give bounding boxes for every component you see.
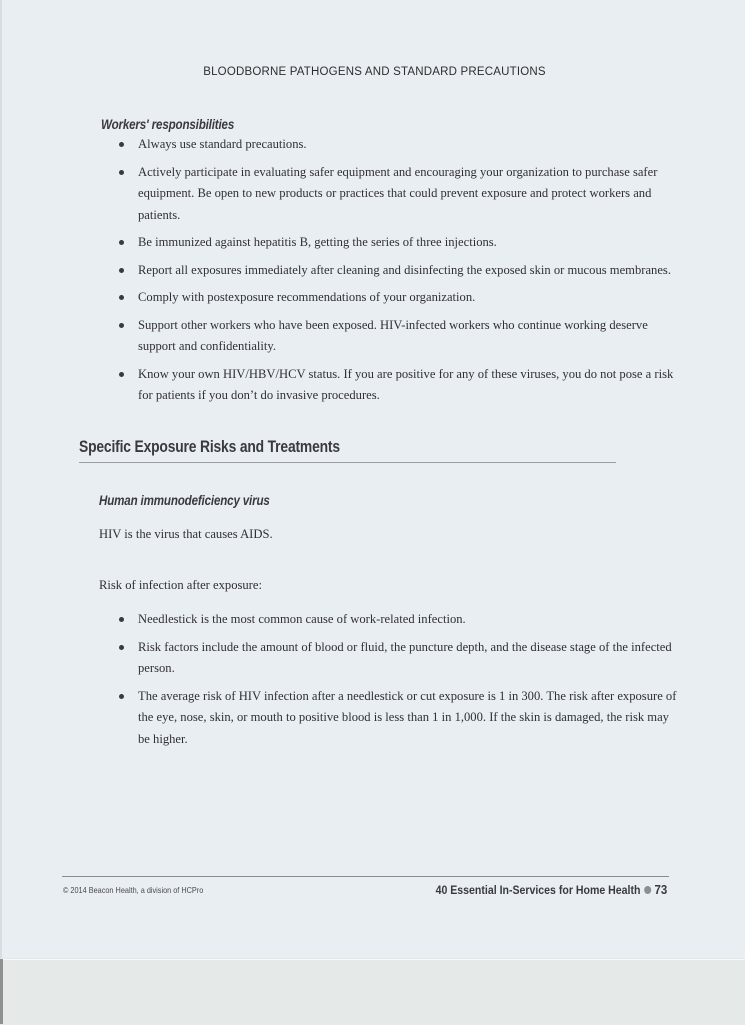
page-number: 73	[654, 882, 667, 897]
risk-label: Risk of infection after exposure:	[99, 578, 262, 592]
bullet-icon	[119, 240, 124, 245]
list-item-text: Always use standard precautions.	[138, 137, 307, 151]
bullet-icon	[119, 323, 124, 328]
scanner-background	[0, 959, 745, 1025]
list-item	[119, 637, 679, 680]
list-item-text: Know your own HIV/HBV/HCV status. If you are positive for any of these viruses, you do not pose a risk for patients if you don’t do invasive procedures.	[138, 366, 674, 402]
bullet-icon	[119, 295, 124, 300]
bullet-icon	[119, 142, 124, 147]
bullet-icon	[119, 645, 124, 650]
list-item-text: Comply with postexposure recommendations of your organization.	[138, 290, 476, 304]
hiv-heading: Human immunodeficiency virus	[99, 493, 270, 508]
footer-divider	[62, 876, 669, 877]
book-title: 40 Essential In-Services for Home Health	[435, 882, 641, 897]
running-head: BLOODBORNE PATHOGENS AND STANDARD PRECAUTIONS	[203, 66, 546, 78]
list-item	[119, 232, 679, 254]
copyright: © 2014 Beacon Health, a division of HCPro	[63, 885, 204, 895]
list-item-text: Support other workers who have been exposed. HIV-infected workers who continue working deserve support and confidentiality.	[138, 317, 648, 353]
list-item	[119, 162, 679, 227]
bullet-icon	[119, 694, 124, 699]
list-item-text: The average risk of HIV infection after a needlestick or cut exposure is 1 in 300. The risk after exposure of the eye, nose, skin, or mouth to positive blood is less than 1 in 1,000. If the skin is damaged, the risk may be higher.	[138, 688, 677, 746]
bullet-icon	[119, 170, 124, 175]
hiv-risk-list	[119, 609, 679, 756]
list-item-text: Risk factors include the amount of blood or fluid, the puncture depth, and the disease stage of the infected person.	[138, 639, 672, 675]
list-item	[119, 287, 679, 309]
list-item	[119, 686, 679, 751]
list-item-text: Actively participate in evaluating safer equipment and encouraging your organization to purchase safer equipment. Be open to new products or practices that could prevent exposure and protect workers and patients.	[138, 164, 658, 222]
hiv-intro: HIV is the virus that causes AIDS.	[99, 527, 273, 541]
list-item-text: Report all exposures immediately after cleaning and disinfecting the exposed skin or mucous membranes.	[138, 262, 671, 277]
list-item	[119, 315, 679, 358]
bullet-icon	[119, 372, 124, 377]
list-item-text: Needlestick is the most common cause of work-related infection.	[138, 612, 466, 626]
section-heading: Specific Exposure Risks and Treatments	[79, 438, 340, 456]
list-item-text: Be immunized against hepatitis B, getting the series of three injections.	[138, 235, 497, 249]
workers-responsibilities-list	[119, 134, 679, 413]
workers-responsibilities-heading: Workers' responsibilities	[101, 117, 235, 132]
list-item	[119, 364, 679, 407]
bullet-icon	[119, 268, 124, 273]
section-divider	[79, 462, 616, 463]
list-item	[119, 609, 679, 631]
list-item	[119, 260, 679, 282]
bullet-icon	[119, 617, 124, 622]
list-item	[119, 134, 679, 156]
scanner-edge	[0, 959, 3, 1024]
bullet-dot-icon	[644, 886, 651, 894]
footer-book-info	[435, 882, 667, 897]
